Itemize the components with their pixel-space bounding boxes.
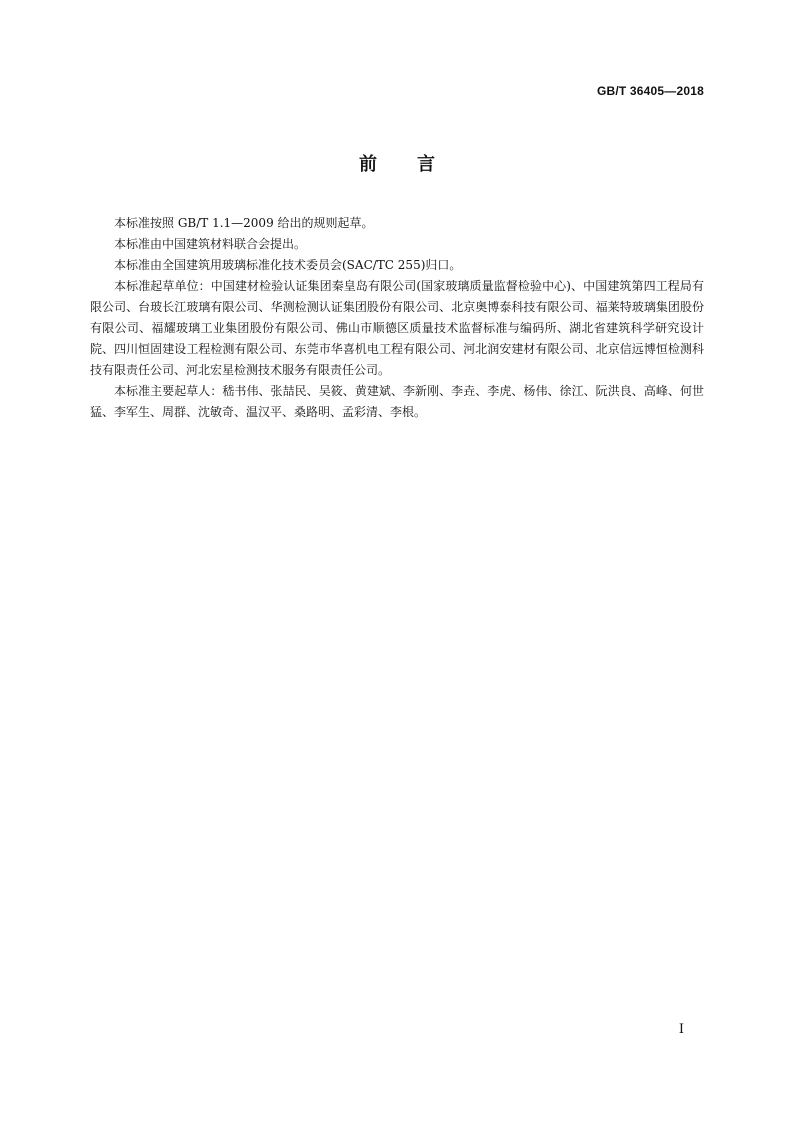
paragraph-proposed-by: 本标准由中国建筑材料联合会提出。 bbox=[114, 237, 307, 251]
paragraph-administered-by: 本标准由全国建筑用玻璃标准化技术委员会(SAC/TC 255)归口。 bbox=[114, 258, 462, 272]
paragraph-drafting-rules: 本标准按照 GB/T 1.1—2009 给出的规则起草。 bbox=[114, 216, 374, 230]
paragraph-drafters: 本标准主要起草人：嵇书伟、张喆民、吴筱、黄建斌、李新刚、李垚、李虎、杨伟、徐江、阮洪良、高峰、何世猛、李军生、周群、沈敏奇、温汉平、桑路明、孟彩清、李根。 bbox=[90, 384, 704, 419]
standard-code: GB/T 36405—2018 bbox=[596, 84, 704, 98]
page-title: 前言 bbox=[359, 154, 475, 175]
document-body bbox=[90, 213, 704, 423]
page-number: I bbox=[678, 1022, 684, 1037]
paragraph-drafting-organizations: 本标准起草单位：中国建材检验认证集团秦皇岛有限公司(国家玻璃质量监督检验中心)、中国建筑第四工程局有限公司、台玻长江玻璃有限公司、华测检测认证集团股份有限公司、北京奥博泰科技有限公司、福莱特玻璃集团股份有限公司、福耀玻璃工业集团股份有限公司、佛山市顺德区质量技术监督标准与编码所、湖北省建筑科学研究设计院、四川恒固建设工程检测有限公司、东莞市华喜机电工程有限公司、河北润安建材有限公司、北京信远博恒检测科技有限责任公司、河北宏星检测技术服务有限责任公司。 bbox=[90, 279, 704, 377]
